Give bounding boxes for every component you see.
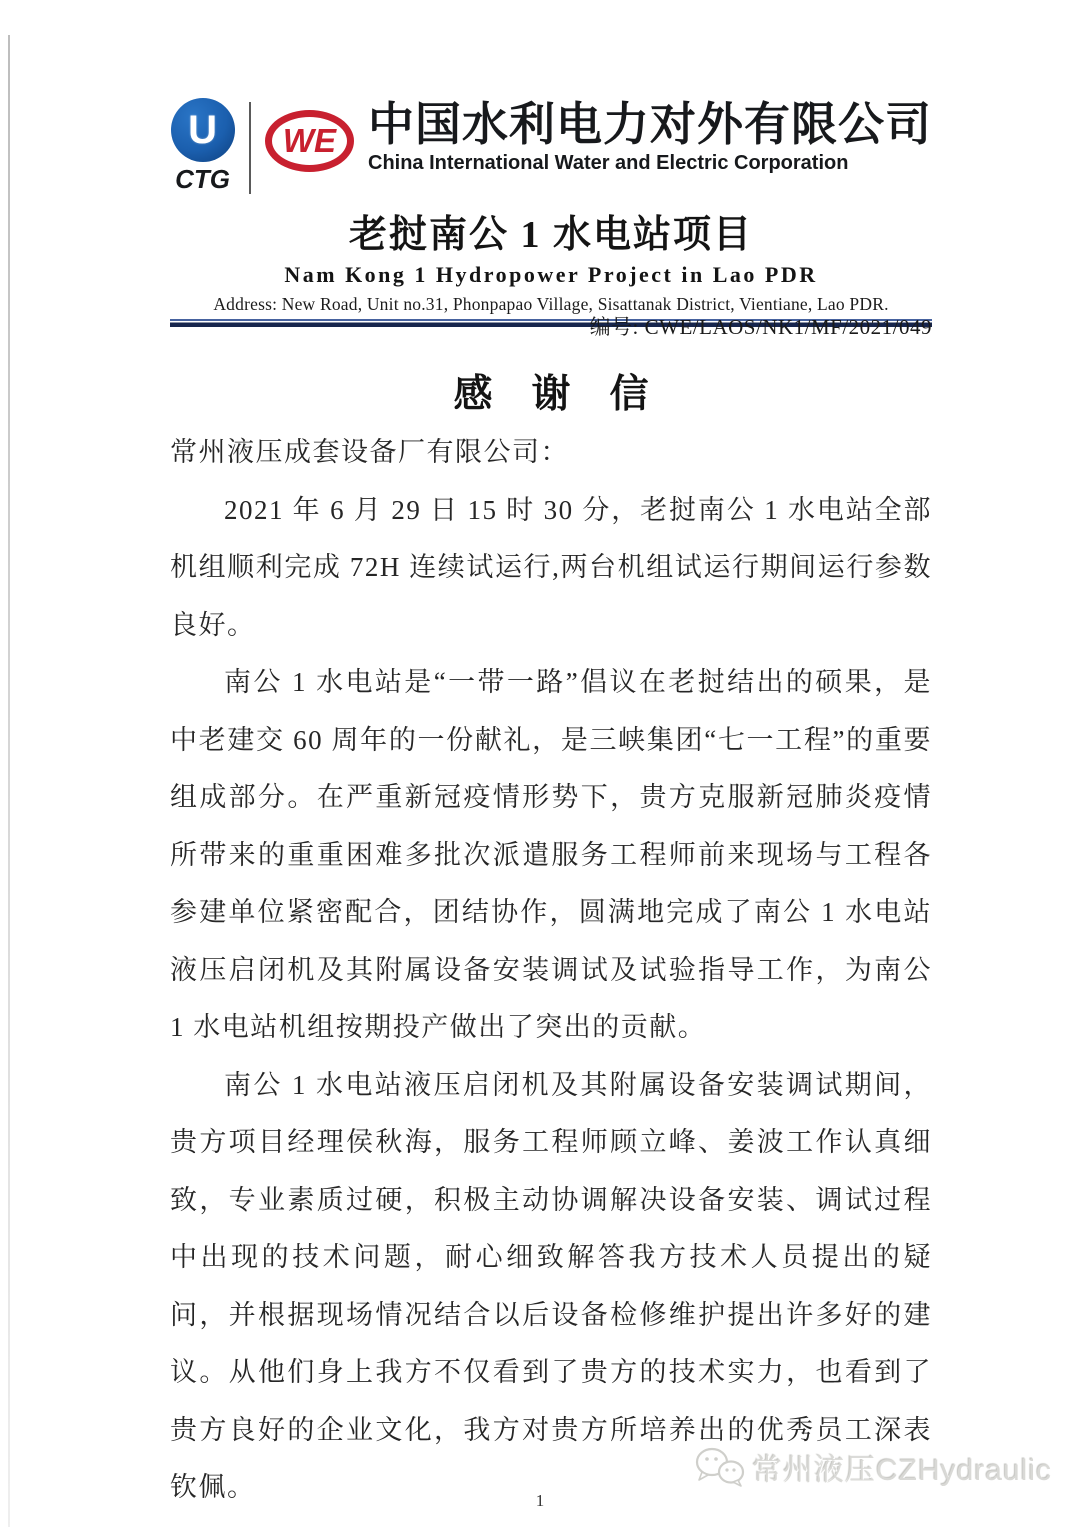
logo-row [170, 98, 932, 195]
ctg-logo [170, 98, 235, 195]
page-number: 1 [535, 1491, 545, 1510]
scan-artifact-line [8, 35, 10, 1527]
logo-divider [249, 102, 251, 194]
company-names [368, 98, 932, 175]
wechat-icon [694, 1446, 746, 1488]
address-line: Address: New Road, Unit no.31, Phonpapao Village, Sisattanak District, Vientiane, Lao PDR. [213, 294, 889, 314]
cwe-logo-label: WE [282, 122, 336, 159]
cwe-logo [265, 110, 354, 172]
reference-number: 编号: CWE/LAOS/NK1/MF/2021/049 [589, 315, 932, 339]
ctg-globe-icon: U [171, 98, 235, 162]
letterhead [170, 98, 932, 327]
project-title-cn: 老挝南公 1 水电站项目 [348, 214, 753, 256]
company-name-cn: 中国水利电力对外有限公司 [368, 98, 932, 150]
letter-title: 感 谢 信 [453, 373, 649, 416]
watermark-text: 常州液压CZHydraulic [751, 1454, 1052, 1487]
paragraph: 南公 1 水电站是“一带一路”倡议在老挝结出的硕果，是中老建交 60 周年的一份献礼，是三峡集团“七一工程”的重要组成部分。在严重新冠疫情形势下，贵方克服新冠肺炎疫情所带来的重重困难多批次派遣服务工程师前来现场与工程各参建单位紧密配合，团结协作，圆满地完成了南公 1 水电站液压启闭机及其附属设备安装调试及试验指导工作，为南公 1 水电站机组按期投产做出了突出的贡献。 [170, 667, 932, 1042]
project-title-en: Nam Kong 1 Hydropower Project in Lao PDR [284, 262, 818, 287]
ctg-logo-label: CTG [175, 164, 231, 194]
paragraph: 2021 年 6 月 29 日 15 时 30 分，老挝南公 1 水电站全部机组顺利完成 72H 连续试运行,两台机组试运行期间运行参数良好。 [170, 494, 932, 640]
salutation: 常州液压成套设备厂有限公司： [170, 437, 569, 467]
letter-body [170, 424, 932, 1517]
paragraph: 南公 1 水电站液压启闭机及其附属设备安装调试期间，贵方项目经理侯秋海，服务工程师顾立峰、姜波工作认真细致，专业素质过硬，积极主动协调解决设备安装、调试过程中出现的技术问题，耐心细致解答我方技术人员提出的疑问，并根据现场情况结合以后设备检修维护提出许多好的建议。从他们身上我方不仅看到了贵方的技术实力，也看到了贵方良好的企业文化，我方对贵方所培养出的优秀员工深表钦佩。 [170, 1069, 932, 1502]
watermark [694, 1445, 1052, 1489]
company-name-en: China International Water and Electric Corporation [368, 151, 849, 174]
